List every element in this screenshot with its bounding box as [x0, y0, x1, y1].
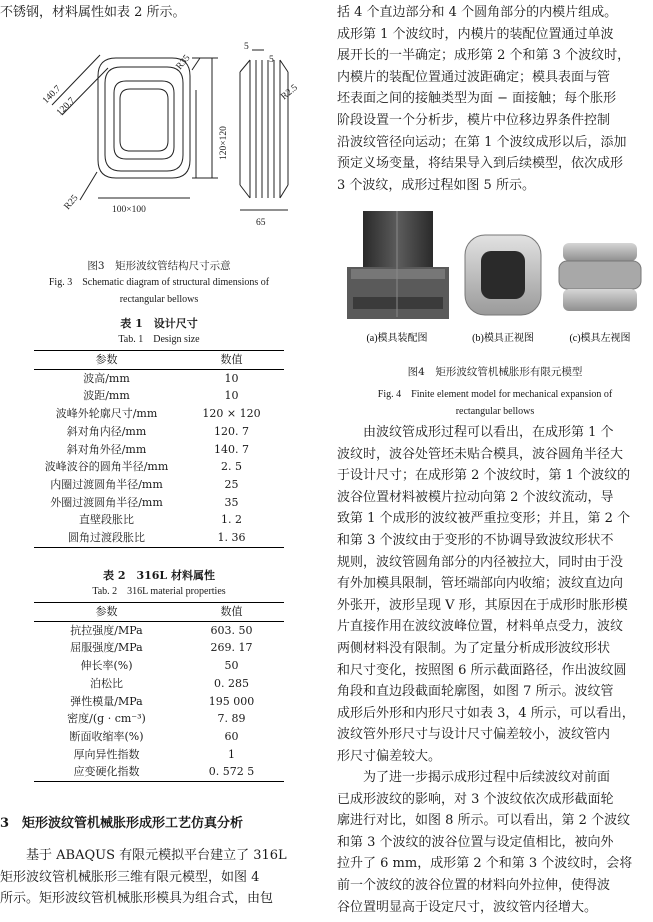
section-paragraph-line: 基于 ABAQUS 有限元模拟平台建立了 316L [26, 848, 287, 863]
paragraph-2-line: 于设计尺寸；在成形第 2 个波纹时，第 1 个波纹的 [337, 468, 631, 484]
table2-value-cell: 7. 89 [217, 712, 246, 726]
paragraph-3-line: 为了进一步揭示成形过程中后续波纹对前面 [363, 770, 611, 785]
section-paragraph-line: 矩形波纹管机械胀形三维有限元模型，如图 4 [0, 869, 260, 885]
table2-subtitle: Tab. 2 316L material properties [92, 586, 226, 597]
fig3-caption-zh: 图3 矩形波纹管结构尺寸示意 [87, 260, 231, 272]
paragraph-2-line: 有外加模具限制，管坯端部向内收缩；波纹直边向 [337, 576, 624, 592]
table2-value-cell: 0. 572 5 [208, 765, 255, 779]
dim-5a: 5 [244, 42, 249, 52]
table2-row [34, 710, 284, 728]
fig4a-label: (a)模具装配图 [366, 333, 428, 344]
table2-header-cell: 参数 [34, 603, 179, 622]
fig3-caption-en-2: rectangular bellows [119, 294, 199, 305]
table1-title: 表 1 设计尺寸 [120, 317, 198, 330]
table1-row [34, 387, 284, 405]
dim-120x120: 120×120 [219, 126, 229, 160]
intro-line: 不锈钢，材料属性如表 2 所示。 [0, 5, 186, 20]
paragraph-2-line: 波纹管外形尺寸与设计尺寸偏差较小，波纹管内 [337, 727, 611, 743]
table1-param-cell: 波峰波谷的圆角半径/mm [44, 460, 169, 474]
table1-row [34, 476, 284, 494]
paragraph-1-line: 括 4 个直边部分和 4 个圆角部分的内模片组成。 [337, 5, 618, 20]
paragraph-1 [337, 2, 653, 196]
table1-value-cell: 1. 36 [217, 531, 246, 545]
table2 [34, 602, 284, 782]
table2-row [34, 693, 284, 711]
table2-header-cell: 数值 [179, 603, 284, 622]
fig4-caption-en-1: Fig. 4 Finite element model for mechanical expansion of [377, 389, 613, 400]
fig3-caption-en-1: Fig. 3 Schematic diagram of structural dimensions of [48, 277, 270, 288]
table2-param-cell: 弹性模量/MPa [70, 694, 143, 708]
table1-row [34, 369, 284, 387]
table2-row [34, 639, 284, 657]
paragraph-3-line: 廓进行对比，如图 8 所示。可以看出，第 2 个波纹 [337, 813, 631, 829]
table2-value-cell: 50 [224, 659, 239, 673]
paragraph-2-line: 由波纹管成形过程可以看出，在成形第 1 个 [363, 425, 614, 440]
paragraph-2-line: 片直接作用在波纹波峰位置，材料单点受力，波纹 [337, 619, 624, 635]
table2-param-cell: 屈服强度/MPa [70, 641, 143, 655]
paragraph-1-line: 展开长的一半确定；成形第 2 个和第 3 个波纹时， [337, 48, 631, 64]
table1 [34, 350, 284, 548]
table1-value-cell: 10 [224, 371, 239, 385]
table2-param-cell: 断面收缩率(%) [69, 729, 144, 743]
fig4a-image [347, 211, 449, 319]
table1-header-cell: 数值 [179, 351, 284, 370]
table1-row [34, 529, 284, 547]
table1-param-cell: 内圈过渡圆角半径/mm [50, 477, 163, 491]
table2-param-cell: 伸长率(%) [80, 659, 133, 673]
table1-row [34, 423, 284, 441]
paragraph-2 [337, 422, 653, 768]
table1-row [34, 494, 284, 512]
paragraph-2-line: 外张开，波形呈现 V 形，其原因在于成形时胀形模 [337, 597, 628, 613]
figure-4-images [337, 205, 653, 365]
table2-value-cell: 1 [228, 747, 235, 761]
table2-title: 表 2 316L 材料属性 [102, 569, 215, 582]
table1-value-cell: 140. 7 [214, 442, 249, 456]
table1-param-cell: 外圈过渡圆角半径/mm [50, 495, 163, 509]
table2-row [34, 728, 284, 746]
table2-value-cell: 269. 17 [210, 641, 253, 655]
paragraph-2-line: 角段和直边段截面轮廓图，如图 7 所示。波纹管 [337, 684, 614, 700]
table1-param-cell: 波峰外轮廓尺寸/mm [55, 407, 158, 421]
table2-param-cell: 密度/(g · cm⁻³) [67, 712, 146, 726]
paragraph-2-line: 和尺寸变化，按照图 6 所示截面路径，作出波纹圆 [337, 662, 627, 678]
dim-r2-5: R2.5 [279, 82, 300, 103]
paragraph-2-line: 形尺寸偏差较大。 [337, 748, 442, 764]
section-paragraph-line: 所示。矩形波纹管机械胀形模具为组合式，由包 [0, 891, 274, 907]
figure-3-drawing [40, 42, 310, 240]
fig4c-image [559, 243, 641, 311]
dim-140: 140.7 [41, 83, 64, 107]
figure-3 [40, 42, 310, 240]
paragraph-2-line: 波纹时，波谷处管坯未贴合模具，波谷圆角半径大 [337, 446, 624, 462]
fig4-caption-en-2: rectangular bellows [455, 406, 535, 417]
table1-header-cell: 参数 [34, 351, 179, 370]
table1-row [34, 441, 284, 459]
paragraph-2-line: 两侧材料没有限制。为了定量分析成形波纹形状 [337, 640, 611, 656]
table1-header-row [34, 351, 284, 370]
table1-value-cell: 35 [224, 495, 239, 509]
paragraph-3-line: 谷位置明显高于设定尺寸，波纹管内径增大。 [337, 899, 598, 915]
fig4c-label: (c)模具左视图 [569, 333, 631, 344]
paragraph-2-line: 致第 1 个成形的波纹被严重拉变形；并且，第 2 个 [337, 511, 631, 527]
table2-value-cell: 0. 285 [214, 676, 249, 690]
paragraph-1-line: 阶段设置一个分析步，模片中位移边界条件控制 [337, 112, 611, 128]
table2-row [34, 746, 284, 764]
table1-value-cell: 2. 5 [221, 460, 242, 474]
table2-row [34, 763, 284, 781]
paragraph-1-line: 沿波纹管径向运动；在第 1 个波纹成形以后，添加 [337, 134, 627, 150]
paragraph-1-line: 3 个波纹，成形过程如图 5 所示。 [337, 177, 535, 193]
table1-value-cell: 120 × 120 [202, 407, 261, 421]
table1-value-cell: 25 [224, 477, 239, 491]
table2-value-cell: 603. 50 [210, 623, 253, 637]
figure-4 [337, 205, 653, 365]
dim-100: 100×100 [112, 205, 146, 215]
table1-param-cell: 斜对角外径/mm [66, 442, 147, 456]
table1-param-cell: 斜对角内径/mm [66, 424, 147, 438]
table1-value-cell: 1. 2 [221, 513, 242, 527]
paragraph-2-line: 成形后外形和内形尺寸如表 3，4 所示，可以看出， [337, 705, 635, 721]
table2-row [34, 675, 284, 693]
table2-param-cell: 厚向异性指数 [73, 747, 140, 761]
table1-param-cell: 波距/mm [83, 389, 130, 403]
table2-header-row [34, 603, 284, 622]
table2-param-cell: 应变硬化指数 [73, 765, 140, 779]
paragraph-2-line: 规则，波纹管圆角部分的内径被拉大，同时由于没 [337, 554, 624, 570]
paragraph-1-line: 内模片的装配位置通过波距确定；模具表面与管 [337, 69, 611, 85]
paragraph-2-line: 波谷位置材料被模片拉动向第 2 个波纹流动，导 [337, 489, 614, 505]
dim-120: 120.7 [55, 95, 78, 119]
fig4-caption-zh: 图4 矩形波纹管机械胀形有限元模型 [407, 366, 583, 378]
table2-value-cell: 60 [224, 729, 239, 743]
paragraph-2-line: 和第 3 个波纹由于变形的不协调导致波纹形状不 [337, 532, 614, 548]
table1-param-cell: 圆角过渡段胀比 [68, 531, 145, 545]
paragraph-3 [337, 767, 653, 918]
section-paragraph [0, 845, 318, 910]
table2-param-cell: 抗拉强度/MPa [70, 623, 143, 637]
table1-value-cell: 10 [224, 389, 239, 403]
paragraph-1-line: 预定义场变量，将结果导入到后续模型，依次成形 [337, 156, 624, 172]
table1-param-cell: 波高/mm [83, 371, 130, 385]
dim-r25: R25 [62, 193, 81, 212]
table1-row [34, 511, 284, 529]
table1-param-cell: 直壁段胀比 [79, 513, 134, 527]
paragraph-1-line: 成形第 1 个波纹时，内模片的装配位置通过单波 [337, 26, 614, 42]
paragraph-3-line: 已成形波纹的影响，对 3 个波纹依次成形截面轮 [337, 791, 614, 807]
dim-5b: 5 [269, 55, 274, 65]
table1-subtitle: Tab. 1 Design size [118, 334, 200, 345]
table1-row [34, 458, 284, 476]
dim-65: 65 [256, 218, 266, 228]
table1-value-cell: 120. 7 [214, 424, 249, 438]
fig4b-image [465, 235, 541, 315]
paragraph-3-line: 拉升了 6 mm，成形第 2 个和第 3 个波纹时，会将 [337, 856, 633, 872]
table2-row [34, 657, 284, 675]
table1-row [34, 405, 284, 423]
table2-row [34, 621, 284, 639]
section-heading: 3 矩形波纹管机械胀形成形工艺仿真分析 [0, 816, 244, 831]
table2-param-cell: 泊松比 [90, 676, 123, 690]
table2-value-cell: 195 000 [208, 694, 255, 708]
paragraph-1-line: 坯表面之间的接触类型为面 − 面接触；每个胀形 [337, 91, 617, 107]
paragraph-3-line: 和第 3 个波纹的波谷位置与设定值相比，被向外 [337, 834, 614, 850]
paragraph-3-line: 前一个波纹的波谷位置的材料向外拉伸，使得波 [337, 877, 611, 893]
dim-r35: R35 [174, 53, 193, 72]
fig4b-label: (b)模具正视图 [472, 333, 534, 344]
